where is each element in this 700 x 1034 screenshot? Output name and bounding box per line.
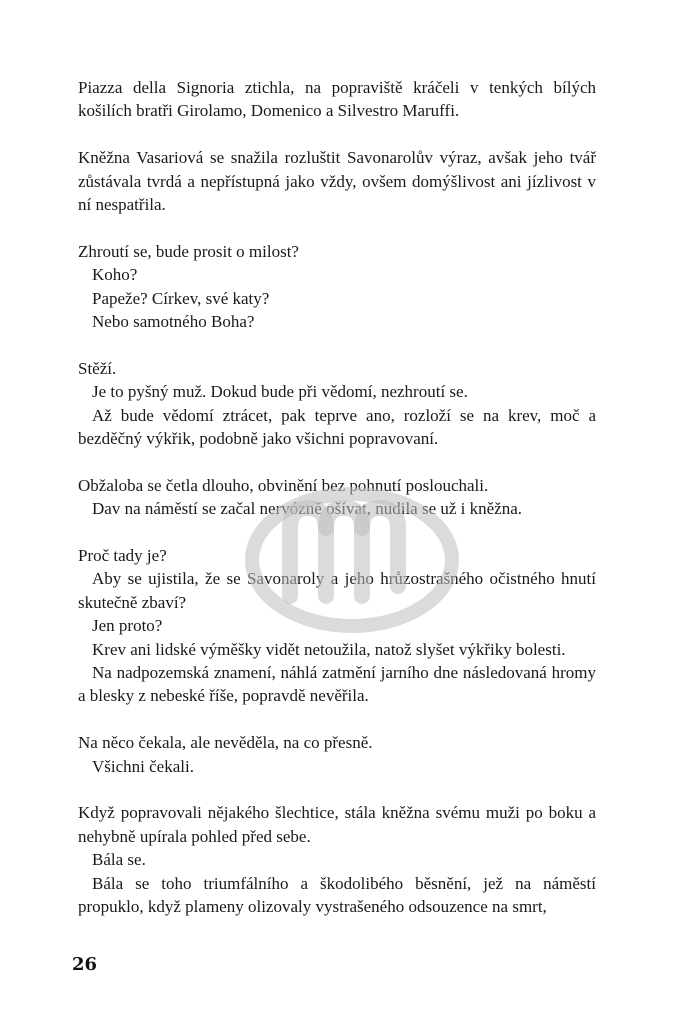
text-block-7: [78, 731, 596, 778]
paragraph: Proč tady je?: [78, 546, 167, 566]
block-gap: [78, 216, 596, 239]
paragraph: Je to pyšný muž. Dokud bude při vědomí, nezhroutí se.: [92, 382, 468, 402]
block-gap: [78, 708, 596, 731]
text-block-1: [78, 76, 596, 123]
paragraph: Krev ani lidské výměšky vidět netoužila, natož slyšet výkřiky bolesti.: [92, 639, 566, 659]
paragraph: Na něco čekala, ale nevěděla, na co přesně.: [78, 733, 373, 753]
page-number: 26: [72, 954, 98, 975]
paragraph: Aby se ujistila, že se Savonaroly a jeho hrůzostrašného očistného hnutí skutečně zbaví?: [78, 569, 596, 612]
block-gap: [78, 778, 596, 801]
text-block-5: [78, 474, 596, 521]
text-block-8: [78, 801, 596, 918]
paragraph: Papeže? Církev, své katy?: [92, 288, 270, 308]
block-gap: [78, 333, 596, 356]
paragraph: Stěží.: [78, 358, 117, 378]
paragraph: Všichni čekali.: [92, 756, 194, 776]
paragraph: Dav na náměstí se začal nervózně ošívat, nudila se už i kněžna.: [92, 499, 523, 519]
block-gap: [78, 123, 596, 146]
paragraph: Bála se toho triumfálního a škodolibého běsnění, jež na náměstí propuklo, když plameny olizovaly vystrašeného odsouzence na smrt,: [78, 873, 596, 917]
paragraph: Koho?: [92, 265, 138, 285]
paragraph: Bála se.: [92, 850, 146, 870]
paragraph: Piazza della Signoria ztichla, na popraviště kráčeli v tenkých bílých košilích bratři Girolamo, Domenico a Silvestro Maruffi.: [78, 78, 596, 121]
paragraph: Nebo samotného Boha?: [92, 312, 255, 332]
text-block-4: [78, 357, 596, 451]
paragraph: Obžaloba se četla dlouho, obvinění bez pohnutí poslouchali.: [78, 475, 489, 495]
paragraph: Zhroutí se, bude prosit o milost?: [78, 241, 299, 261]
text-block-3: [78, 240, 596, 334]
paragraph: Jen proto?: [92, 616, 163, 636]
text-block-6: [78, 544, 596, 708]
text-block-2: [78, 146, 596, 216]
block-gap: [78, 450, 596, 473]
paragraph: Kněžna Vasariová se snažila rozluštit Savonarolův výraz, avšak jeho tvář zůstávala tvrdá a nepřístupná jako vždy, ovšem domýšlivost ani jízlivost v ní nespatřila.: [78, 148, 596, 215]
paragraph: Když popravovali nějakého šlechtice, stála kněžna svému muži po boku a nehybně upírala pohled před sebe.: [78, 803, 596, 846]
page-body: [78, 76, 596, 919]
block-gap: [78, 521, 596, 544]
paragraph: Na nadpozemská znamení, náhlá zatmění jarního dne následovaná hromy a blesky z nebeské říše, popravdě nevěřila.: [78, 663, 596, 706]
paragraph: Až bude vědomí ztrácet, pak teprve ano, rozloží se na krev, moč a bezděčný výkřik, podobně jako všichni popravovaní.: [78, 405, 596, 449]
